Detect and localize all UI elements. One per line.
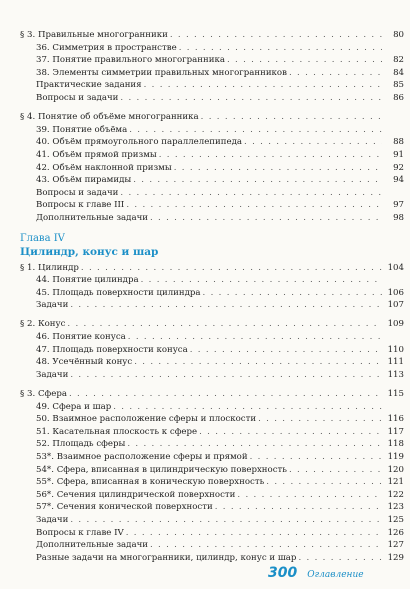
toc-entry-title: 54*. Сфера, вписанная в цилиндрическую поверхность — [36, 464, 287, 475]
toc-entry-page: 82 — [393, 55, 404, 66]
toc-entry-title: 50. Взаимное расположение сферы и плоскости — [36, 414, 257, 425]
toc-entry — [20, 489, 404, 502]
dot-leader — [179, 42, 382, 55]
toc-entry-page: 113 — [387, 369, 404, 380]
toc-entry — [20, 274, 404, 287]
toc-entry-title: Практические задания — [36, 80, 142, 91]
dot-leader — [127, 438, 382, 451]
toc-entry-page: 118 — [387, 439, 404, 450]
toc-entry — [20, 174, 404, 187]
toc-entry-page: 110 — [387, 344, 404, 355]
toc-entry-page: 125 — [387, 514, 404, 525]
toc-entry-title: Вопросы к главе IV — [36, 527, 124, 538]
dot-leader — [150, 212, 382, 225]
toc-entry-title: 47. Площадь поверхности конуса — [36, 344, 188, 355]
toc-entry — [20, 369, 404, 382]
toc-entry-title: 42. Объём наклонной призмы — [36, 162, 172, 173]
toc-entry-title: 57*. Сечения конической поверхности — [36, 502, 213, 513]
toc-entry — [20, 552, 404, 565]
toc-entry-title: Разные задачи на многогранники, цилиндр, конус и шар — [36, 552, 297, 563]
toc-entry — [20, 476, 404, 489]
toc-entry-page: 111 — [387, 357, 404, 368]
dot-leader — [266, 476, 382, 489]
toc-entry-title: 43. Объём пирамиды — [36, 175, 132, 186]
toc-entry — [20, 149, 404, 162]
toc-entry-title: Вопросы к главе III — [36, 200, 125, 211]
dot-leader — [298, 552, 382, 565]
dot-leader — [67, 318, 382, 331]
dot-leader — [215, 501, 382, 514]
toc-entry-page: 94 — [393, 175, 404, 186]
toc-entry-page: 97 — [393, 200, 404, 211]
toc-entry — [20, 136, 404, 149]
toc-section-entry — [20, 262, 404, 275]
dot-leader — [141, 274, 382, 287]
toc-entry — [20, 451, 404, 464]
toc-entry-title: Дополнительные задачи — [36, 540, 148, 551]
toc-entry-page: 115 — [387, 389, 404, 400]
toc-entry-title: § 1. Цилиндр — [20, 262, 79, 273]
dot-leader — [120, 92, 382, 105]
toc-entry — [20, 401, 404, 414]
toc-entry-page: 88 — [393, 137, 404, 148]
toc-entry — [20, 124, 404, 137]
toc-section-chapter-4 — [20, 262, 404, 565]
toc-entry-title: 56*. Сечения цилиндрической поверхности — [36, 489, 236, 500]
toc-entry — [20, 438, 404, 451]
toc-section-entry — [20, 29, 404, 42]
toc-entry-page: 86 — [393, 92, 404, 103]
toc-entry — [20, 501, 404, 514]
dot-leader — [70, 369, 382, 382]
toc-entry-title: 36. Симметрия в пространстве — [36, 42, 177, 53]
toc-entry-title: 49. Сфера и шар — [36, 401, 112, 412]
toc-entry-title: § 3. Правильные многогранники — [20, 30, 168, 40]
dot-leader — [203, 287, 382, 300]
dot-leader — [120, 187, 382, 200]
toc-entry-page: 121 — [387, 477, 404, 488]
dot-leader — [227, 54, 382, 67]
toc-entry-title: § 3. Сфера — [20, 389, 67, 400]
toc-entry — [20, 187, 404, 200]
dot-leader — [289, 464, 382, 477]
dot-leader — [201, 111, 382, 124]
toc-entry-title: Задачи — [36, 300, 69, 311]
toc-entry-page: 129 — [387, 552, 404, 563]
dot-leader — [174, 162, 382, 175]
toc-entry-title: 38. Элементы симметрии правильных многогранников — [36, 67, 287, 78]
dot-leader — [70, 514, 382, 527]
toc-entry-page: 109 — [387, 319, 404, 330]
toc-entry-page: 84 — [393, 67, 404, 78]
toc-entry — [20, 356, 404, 369]
toc-entry-page: 80 — [393, 30, 404, 40]
toc-entry-page: 85 — [393, 80, 404, 91]
dot-leader — [70, 299, 382, 312]
toc-entry — [20, 344, 404, 357]
toc-entry-page: 92 — [393, 162, 404, 173]
toc-entry-title: 41. Объём прямой призмы — [36, 149, 157, 160]
toc-entry-page: 126 — [387, 527, 404, 538]
toc-entry-page: 123 — [387, 502, 404, 513]
dot-leader — [134, 356, 382, 369]
toc-entry-title: Дополнительные задачи — [36, 212, 148, 223]
dot-leader — [150, 539, 382, 552]
dot-leader — [133, 174, 382, 187]
dot-leader — [199, 426, 382, 439]
dot-leader — [170, 29, 382, 42]
toc-entry — [20, 539, 404, 552]
toc-entry-title: 52. Площадь сферы — [36, 439, 126, 450]
toc-entry — [20, 92, 404, 105]
toc-entry-title: 45. Площадь поверхности цилиндра — [36, 287, 201, 298]
dot-leader — [237, 489, 382, 502]
dot-leader — [126, 527, 382, 540]
dot-leader — [81, 262, 382, 275]
toc-entry — [20, 514, 404, 527]
toc-entry-title: 53*. Взаимное расположение сферы и прямой — [36, 452, 248, 462]
toc-entry — [20, 54, 404, 67]
dot-leader — [289, 67, 382, 80]
toc-section-entry — [20, 318, 404, 331]
toc-entry — [20, 162, 404, 175]
toc-entry — [20, 199, 404, 212]
toc-section-chapter-3 — [20, 29, 404, 225]
chapter-label: Глава IV — [20, 232, 65, 244]
toc-entry-page: 91 — [393, 149, 404, 160]
toc-entry-page: 127 — [387, 540, 404, 551]
toc-section-entry — [20, 388, 404, 401]
toc-entry-title: Задачи — [36, 514, 69, 525]
dot-leader — [250, 451, 382, 464]
toc-entry-title: § 2. Конус — [20, 319, 66, 330]
toc-entry — [20, 287, 404, 300]
toc-entry-title: Вопросы и задачи — [36, 92, 119, 103]
toc-entry-title: 46. Понятие конуса — [36, 332, 126, 343]
chapter-title: Цилиндр, конус и шар — [20, 245, 159, 258]
dot-leader — [190, 344, 382, 357]
toc-entry — [20, 299, 404, 312]
toc-entry-title: § 4. Понятие об объёме многогранника — [20, 112, 199, 123]
toc-entry — [20, 426, 404, 439]
toc-entry-page: 104 — [387, 262, 404, 273]
toc-entry — [20, 42, 404, 55]
dot-leader — [113, 401, 382, 414]
page-footer — [268, 565, 364, 581]
toc-entry-title: 51. Касательная плоскость к сфере — [36, 426, 198, 437]
running-header: Оглавление — [307, 570, 364, 580]
toc-entry-title: 48. Усечённый конус — [36, 357, 133, 368]
dot-leader — [129, 124, 382, 137]
toc-entry-page: 119 — [387, 452, 404, 462]
toc-entry — [20, 464, 404, 477]
section-gap — [20, 312, 404, 319]
toc-entry — [20, 527, 404, 540]
toc-entry-page: 98 — [393, 212, 404, 223]
toc-entry-title: 44. Понятие цилиндра — [36, 275, 139, 286]
toc-entry-title: Задачи — [36, 369, 69, 380]
dot-leader — [159, 149, 382, 162]
toc-entry-title: 39. Понятие объёма — [36, 124, 128, 135]
section-gap — [20, 105, 404, 112]
dot-leader — [69, 388, 382, 401]
toc-entry-page: 122 — [387, 489, 404, 500]
toc-entry-page: 116 — [387, 414, 404, 425]
toc-entry — [20, 67, 404, 80]
toc-entry-title: 40. Объём прямоугольного параллелепипеда — [36, 137, 242, 148]
dot-leader — [258, 413, 382, 426]
section-gap — [20, 381, 404, 388]
toc-entry — [20, 212, 404, 225]
dot-leader — [244, 136, 382, 149]
toc-entry-page: 120 — [387, 464, 404, 475]
toc-entry-page: 106 — [387, 287, 404, 298]
toc-entry-title: 37. Понятие правильного многогранника — [36, 55, 225, 66]
toc-entry-page: 107 — [387, 300, 404, 311]
toc-entry — [20, 331, 404, 344]
toc-entry — [20, 413, 404, 426]
page-number: 300 — [268, 565, 298, 581]
dot-leader — [128, 331, 382, 344]
toc-section-entry — [20, 111, 404, 124]
toc-entry-title: Вопросы и задачи — [36, 187, 119, 198]
table-of-contents — [20, 29, 404, 564]
dot-leader — [144, 79, 382, 92]
dot-leader — [126, 199, 382, 212]
toc-entry — [20, 79, 404, 92]
toc-entry-page: 117 — [387, 426, 404, 437]
toc-entry-title: 55*. Сфера, вписанная в коническую поверхность — [36, 477, 265, 488]
